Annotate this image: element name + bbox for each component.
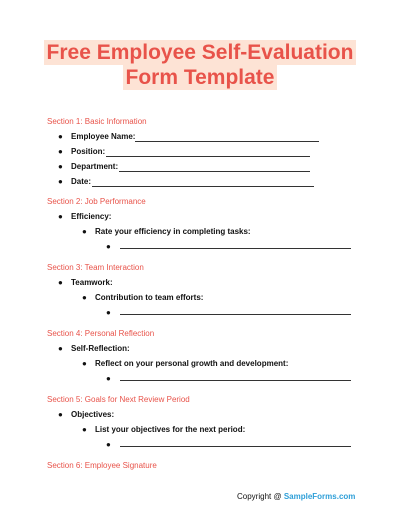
bullet: ● xyxy=(58,212,63,221)
department-label: Department: xyxy=(71,162,119,171)
self-reflection-question: Reflect on your personal growth and development: xyxy=(95,359,289,368)
section-1-heading: Section 1: Basic Information xyxy=(47,117,147,126)
document-title xyxy=(0,40,400,90)
sub-bullet: ● xyxy=(82,425,87,434)
teamwork-label: Teamwork: xyxy=(71,278,113,287)
bullet: ● xyxy=(58,410,63,419)
sub-bullet: ● xyxy=(82,227,87,236)
position-label: Position: xyxy=(71,147,106,156)
bullet: ● xyxy=(58,278,63,287)
title-line-2: Form Template xyxy=(123,65,278,90)
employee-name-label: Employee Name: xyxy=(71,132,136,141)
sub-sub-bullet: ● xyxy=(106,440,111,449)
section-3-heading: Section 3: Team Interaction xyxy=(47,263,144,272)
copyright-footer xyxy=(237,492,355,501)
objectives-question: List your objectives for the next period: xyxy=(95,425,246,434)
bullet: ● xyxy=(58,344,63,353)
sub-sub-bullet: ● xyxy=(106,308,111,317)
teamwork-question: Contribution to team efforts: xyxy=(95,293,204,302)
position-field[interactable] xyxy=(106,156,310,157)
section-2-heading: Section 2: Job Performance xyxy=(47,197,146,206)
bullet: ● xyxy=(58,147,63,156)
bullet: ● xyxy=(58,162,63,171)
sub-bullet: ● xyxy=(82,293,87,302)
title-line-1: Free Employee Self-Evaluation xyxy=(44,40,357,65)
sub-bullet: ● xyxy=(82,359,87,368)
self-reflection-answer-field[interactable] xyxy=(120,380,351,381)
bullet: ● xyxy=(58,177,63,186)
efficiency-answer-field[interactable] xyxy=(120,248,351,249)
objectives-answer-field[interactable] xyxy=(120,446,351,447)
date-label: Date: xyxy=(71,177,92,186)
date-field[interactable] xyxy=(92,186,314,187)
department-field[interactable] xyxy=(119,171,310,172)
bullet: ● xyxy=(58,132,63,141)
efficiency-label: Efficiency: xyxy=(71,212,112,221)
copyright-prefix: Copyright @ xyxy=(237,492,284,501)
objectives-label: Objectives: xyxy=(71,410,115,419)
section-6-heading: Section 6: Employee Signature xyxy=(47,461,157,470)
section-4-heading: Section 4: Personal Reflection xyxy=(47,329,155,338)
section-5-heading: Section 5: Goals for Next Review Period xyxy=(47,395,190,404)
efficiency-question: Rate your efficiency in completing tasks: xyxy=(95,227,251,236)
sub-sub-bullet: ● xyxy=(106,374,111,383)
sub-sub-bullet: ● xyxy=(106,242,111,251)
employee-name-field[interactable] xyxy=(135,141,319,142)
teamwork-answer-field[interactable] xyxy=(120,314,351,315)
self-reflection-label: Self-Reflection: xyxy=(71,344,130,353)
brand-link[interactable]: SampleForms.com xyxy=(283,492,356,501)
